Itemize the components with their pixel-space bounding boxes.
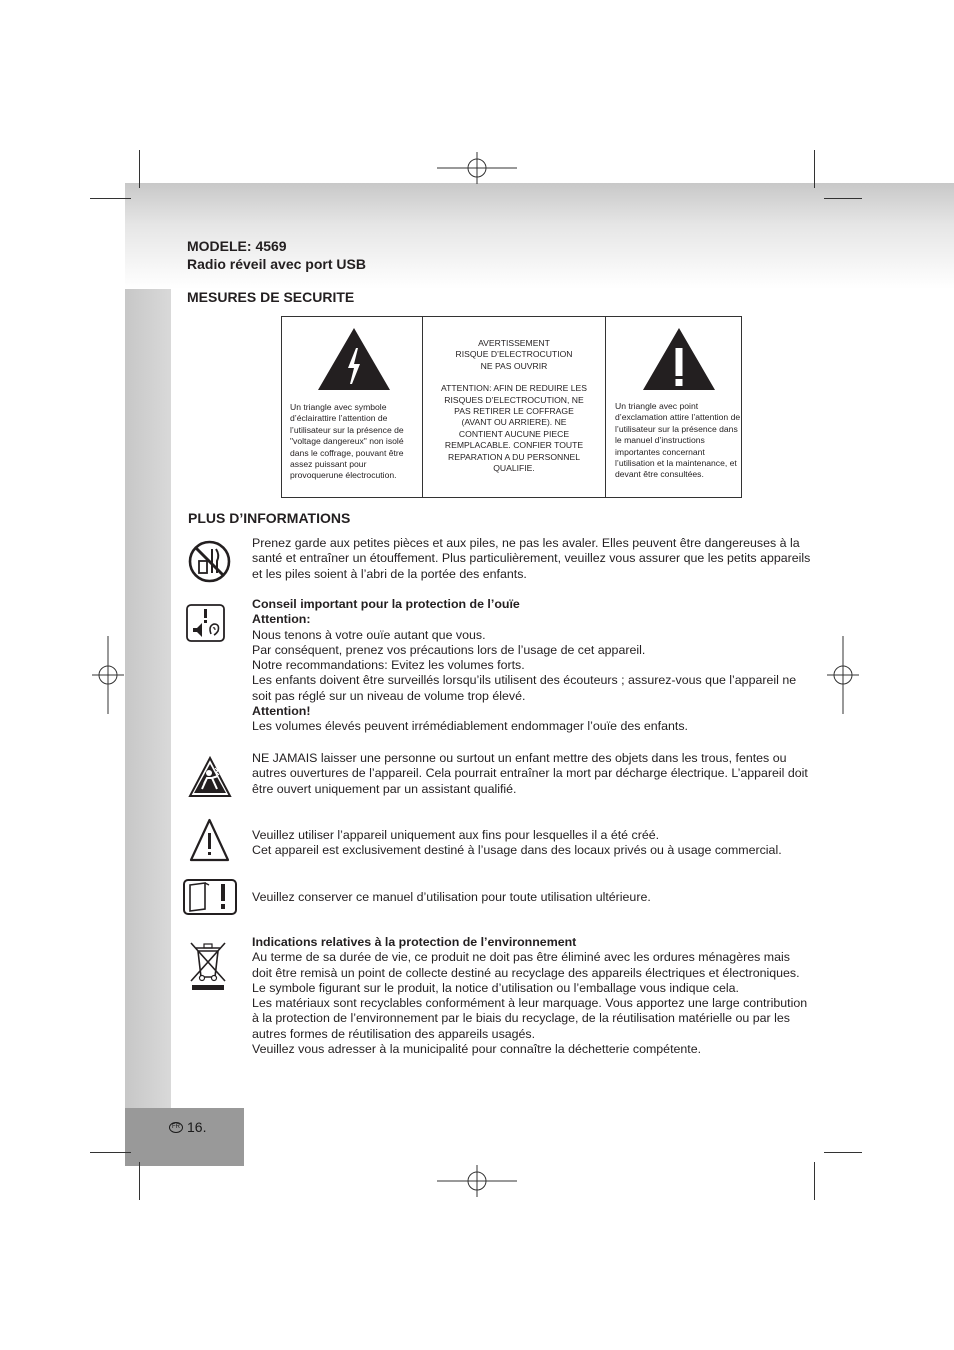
environment-title: Indications relatives à la protection de l’environnement [252,935,577,949]
warning-line: CONTIENT AUCUNE PIECE [458,428,570,439]
registration-mark-left-icon [92,636,124,714]
registration-mark-bottom-icon [437,1165,517,1197]
warning-cell-lightning [282,317,423,497]
language-badge: FR [169,1122,183,1133]
warning-line: REMPLACABLE. CONFIER TOUTE [444,440,584,451]
no-swallow-icon [188,540,231,583]
more-info-title: PLUS D’INFORMATIONS [188,510,351,526]
hearing-line: Nous tenons à votre ouïe autant que vous. [252,627,486,642]
small-parts-text: Prenez garde aux petites pièces et aux piles, ne pas les avaler. Elles peuvent être dangereuses à la santé et entraîner un étouffement. Plus particulièrement, veuillez vous assurer que les petits appareils et les piles soient à l’abri de la portée des enfants. [252,536,811,581]
hearing-attention-2: Attention! [252,704,311,719]
page-number [169,1119,206,1135]
environment-paragraph-1: Au terme de sa durée de vie, ce produit ne doit pas être éliminé avec les ordures ménagères mais doit être remisà un point de collecte destiné au recyclage des appareils électriques et électroniques. Le symbole figurant sur le produit, la notice d’utilisation ou l’emballage vous indique cela. [252,950,800,995]
footer-block [125,1108,244,1166]
usage-section [252,828,812,859]
electric-shock-icon [188,756,232,798]
warning-line: PAS RETIRER LE COFFRAGE [454,406,574,417]
hearing-last-line: Les volumes élevés peuvent irrémédiablement endommager l’ouïe des enfants. [252,719,688,734]
product-name: Radio réveil avec port USB [187,256,366,272]
model-title: MODELE: 4569 [187,238,287,254]
warning-line: QUALIFIE. [493,463,535,474]
warning-line: AVERTISSEMENT [478,338,550,348]
hearing-title: Conseil important pour la protection de l’ouïe [252,597,520,611]
lightning-description: Un triangle avec symbole d’éclairattire l’attention de l’utilisateur sur la présence de "voltage dangereux" non isolé dans le coffrage, pouvant être assez puissant pour provoquerune électrocution. [290,402,404,481]
warning-table [281,316,742,498]
exclamation-warning-icon [641,326,717,392]
page-number-value: 16. [187,1119,207,1135]
usage-line: Cet appareil est exclusivement destiné à l’usage dans des locaux privés ou à usage commercial. [252,843,782,858]
hearing-line: Notre recommandations: Evitez les volumes forts. [252,658,525,673]
warning-line: RISQUES D’ELECTROCUTION, NE [444,394,584,405]
exclamation-description: Un triangle avec point d’exclamation attire l’attention de l’utilisateur sur la présence dans le manuel d’instructions importantes concernant l’utilisation et la maintenance, et devant être consultées. [615,401,741,480]
warning-line: (AVANT OU ARRIERE). NE [461,417,567,428]
hearing-attention: Attention: [252,612,311,627]
warning-spacer [423,372,605,383]
hearing-warning-icon [186,604,225,642]
caution-icon [189,818,230,862]
hearing-line: Par conséquent, prenez vos précautions lors de l’usage de cet appareil. [252,642,646,657]
warning-cell-exclamation [606,317,741,497]
manual-text: Veuillez conserver ce manuel d’utilisation pour toute utilisation ultérieure. [252,890,651,904]
safety-title: MESURES DE SECURITE [187,289,355,305]
lightning-warning-icon [316,326,392,392]
warning-line: NE PAS OUVRIR [480,360,548,371]
registration-mark-top-icon [437,152,517,184]
warning-cell-text [423,317,606,497]
warning-line: RISQUE D’ELECTROCUTION [455,349,573,360]
weee-bin-icon [188,940,228,992]
hearing-section [252,597,812,735]
usage-line: Veuillez utiliser l’appareil uniquement aux fins pour lesquelles il a été créé. [252,828,660,842]
environment-paragraph-2: Les matériaux sont recyclables conformément à leur marquage. Vous apportez une large contribution à la protection de l’environnement par le biais du recyclage, de la réutilisation matérielle ou par les autres formes de réutilisation des appareils usagés. [252,996,808,1041]
registration-mark-right-icon [827,636,859,714]
environment-section [252,935,812,1057]
hearing-line: Les enfants doivent être surveillés lorsqu’ils utilisent des écouteurs ; assurez-vous que l’appareil ne soit pas réglé sur un niveau de volume trop élevé. [252,673,797,703]
openings-text: NE JAMAIS laisser une personne ou surtout un enfant mettre des objets dans les trous, fentes ou autres ouvertures de l’appareil. Cela pourrait entraîner la mort par décharge électrique. L’appareil doit être ouvert uniquement par un assistant qualifié. [252,751,808,796]
environment-paragraph-3: Veuillez vous adresser à la municipalité pour connaître la déchetterie compétente. [252,1042,702,1057]
warning-line: REPARATION A DU PERSONNEL [448,451,580,462]
warning-line: ATTENTION: AFIN DE REDUIRE LES [441,383,587,394]
manual-icon [183,879,237,915]
sidebar-strip [125,289,171,1108]
